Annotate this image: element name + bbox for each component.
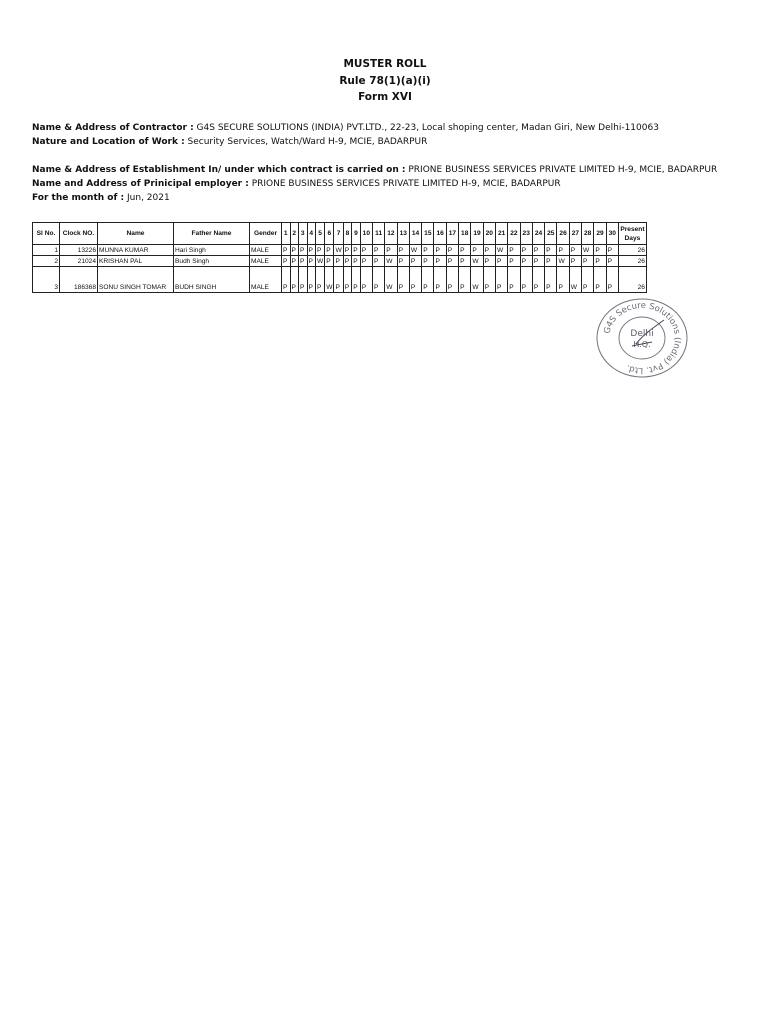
cell-attendance-day-8: P (343, 256, 352, 267)
cell-attendance-day-16: P (434, 256, 446, 267)
cell-father-name: Budh Singh (174, 256, 250, 267)
header-sl-no: Sl No. (33, 223, 60, 245)
header-father-name: Father Name (174, 223, 250, 245)
work-value: Security Services, Watch/Ward H-9, MCIE, BADARPUR (184, 137, 428, 147)
table-header-row (33, 223, 647, 245)
cell-sl-no: 1 (33, 245, 60, 256)
header-day-19: 19 (471, 223, 483, 245)
header-day-13: 13 (397, 223, 409, 245)
cell-father-name: BUDH SINGH (174, 267, 250, 293)
header-present-days (618, 223, 646, 245)
cell-attendance-day-12: P (385, 245, 397, 256)
header-day-25: 25 (545, 223, 557, 245)
title-block (0, 56, 770, 106)
cell-attendance-day-26: P (557, 245, 569, 256)
cell-attendance-day-28: P (582, 256, 594, 267)
cell-attendance-day-25: P (545, 267, 557, 293)
cell-attendance-day-3: P (299, 245, 308, 256)
header-day-16: 16 (434, 223, 446, 245)
cell-attendance-day-25: P (545, 256, 557, 267)
cell-attendance-day-22: P (508, 256, 520, 267)
cell-attendance-day-29: P (594, 245, 606, 256)
seal-center-text-1: Delhi (630, 329, 654, 339)
cell-attendance-day-11: P (373, 245, 385, 256)
table-row (33, 256, 647, 267)
cell-attendance-day-20: P (483, 267, 495, 293)
cell-attendance-day-1: P (282, 245, 291, 256)
header-day-7: 7 (334, 223, 343, 245)
cell-attendance-day-10: P (360, 256, 372, 267)
cell-name: MUNNA KUMAR (98, 245, 174, 256)
cell-present-days: 26 (618, 267, 646, 293)
cell-attendance-day-10: P (360, 245, 372, 256)
header-day-1: 1 (282, 223, 291, 245)
cell-attendance-day-7: W (335, 246, 342, 254)
cell-attendance-day-12: W (385, 256, 397, 267)
cell-attendance-day-25: P (545, 245, 557, 256)
cell-attendance-day-30: P (606, 245, 618, 256)
header-day-5: 5 (316, 223, 325, 245)
employer-value: PRIONE BUSINESS SERVICES PRIVATE LIMITED H-9, MCIE, BADARPUR (248, 179, 561, 189)
cell-attendance-day-23: P (520, 256, 532, 267)
header-name: Name (98, 223, 174, 245)
header-day-14: 14 (409, 223, 421, 245)
header-day-3: 3 (299, 223, 308, 245)
company-seal (592, 296, 692, 380)
cell-gender: MALE (250, 245, 282, 256)
cell-attendance-day-16: P (434, 267, 446, 293)
month-label: For the month of : (32, 193, 125, 203)
cell-gender: MALE (250, 256, 282, 267)
cell-attendance-day-10: P (360, 267, 372, 293)
cell-attendance-day-13: P (397, 256, 409, 267)
cell-attendance-day-2: P (290, 245, 299, 256)
cell-attendance-day-27: W (569, 267, 581, 293)
header-day-27: 27 (569, 223, 581, 245)
header-clock-no: Clock NO. (60, 223, 98, 245)
cell-attendance-day-22: P (508, 267, 520, 293)
cell-attendance-day-24: P (532, 245, 544, 256)
cell-attendance-day-19: P (471, 245, 483, 256)
cell-attendance-day-21: W (495, 245, 507, 256)
cell-attendance-day-20: P (483, 256, 495, 267)
header-day-18: 18 (459, 223, 471, 245)
employer-label: Name and Address of Prinicipal employer : (32, 179, 249, 189)
header-day-30: 30 (606, 223, 618, 245)
cell-attendance-day-3: P (299, 256, 308, 267)
cell-father-name: Hari Singh (174, 245, 250, 256)
cell-attendance-day-29: P (594, 267, 606, 293)
header-day-2: 2 (290, 223, 299, 245)
cell-attendance-day-12: W (385, 267, 397, 293)
header-day-23: 23 (520, 223, 532, 245)
cell-attendance-day-4: P (307, 245, 316, 256)
cell-attendance-day-13: P (397, 267, 409, 293)
cell-attendance-day-2: P (290, 267, 299, 293)
header-day-26: 26 (557, 223, 569, 245)
cell-attendance-day-19: W (471, 267, 483, 293)
month-line (32, 193, 170, 203)
principal-employer-line (32, 179, 561, 189)
cell-clock-no: 13226 (60, 245, 98, 256)
cell-clock-no: 186368 (60, 267, 98, 293)
header-day-11: 11 (373, 223, 385, 245)
month-value: Jun, 2021 (124, 193, 170, 203)
cell-attendance-day-8: P (343, 245, 352, 256)
work-label: Nature and Location of Work : (32, 137, 185, 147)
cell-attendance-day-15: P (422, 245, 434, 256)
cell-attendance-day-17: P (446, 245, 458, 256)
cell-present-days: 26 (618, 256, 646, 267)
form-number: Form XVI (358, 91, 412, 103)
cell-attendance-day-9: P (352, 256, 361, 267)
contractor-label: Name & Address of Contractor : (32, 123, 194, 133)
cell-attendance-day-26: W (557, 256, 569, 267)
cell-attendance-day-28: P (582, 267, 594, 293)
cell-attendance-day-1: P (282, 256, 291, 267)
work-location-line (32, 137, 427, 147)
cell-attendance-day-9: P (352, 245, 361, 256)
cell-attendance-day-14: P (409, 267, 421, 293)
cell-attendance-day-19: W (471, 256, 483, 267)
cell-attendance-day-5: P (316, 245, 325, 256)
cell-attendance-day-18: P (459, 267, 471, 293)
header-day-9: 9 (352, 223, 361, 245)
seal-ring-text: G4S Secure Solutions (India) Pvt. Ltd. (602, 300, 683, 376)
header-day-6: 6 (325, 223, 334, 245)
cell-attendance-day-22: P (508, 245, 520, 256)
header-day-12: 12 (385, 223, 397, 245)
seal-center-text-2: H.Q. (633, 340, 651, 349)
header-day-15: 15 (422, 223, 434, 245)
table-row (33, 245, 647, 256)
header-day-22: 22 (508, 223, 520, 245)
cell-attendance-day-21: P (495, 267, 507, 293)
establishment-line (32, 165, 717, 175)
header-day-28: 28 (582, 223, 594, 245)
header-day-20: 20 (483, 223, 495, 245)
cell-attendance-day-14: W (409, 245, 421, 256)
header-day-4: 4 (307, 223, 316, 245)
cell-attendance-day-14: P (409, 256, 421, 267)
cell-attendance-day-18: P (459, 245, 471, 256)
header-present-line2: Days (624, 234, 641, 242)
header-gender: Gender (250, 223, 282, 245)
cell-attendance-day-28: W (582, 245, 594, 256)
cell-attendance-day-30: P (606, 267, 618, 293)
cell-attendance-day-30: P (606, 256, 618, 267)
cell-attendance-day-6: P (325, 245, 334, 256)
header-day-17: 17 (446, 223, 458, 245)
header-day-29: 29 (594, 223, 606, 245)
cell-attendance-day-16: P (434, 245, 446, 256)
cell-sl-no: 3 (33, 267, 60, 293)
cell-attendance-day-27: P (569, 256, 581, 267)
cell-attendance-day-17: P (446, 256, 458, 267)
cell-attendance-day-5: W (317, 257, 324, 265)
cell-attendance-day-24: P (532, 256, 544, 267)
establishment-label: Name & Address of Establishment In/ under which contract is carried on : (32, 165, 406, 175)
cell-attendance-day-7: P (334, 267, 343, 293)
contractor-value: G4S SECURE SOLUTIONS (INDIA) PVT.LTD., 22-23, Local shoping center, Madan Giri, New Delhi-110063 (193, 123, 659, 133)
cell-attendance-day-13: P (397, 245, 409, 256)
cell-gender: MALE (250, 267, 282, 293)
cell-attendance-day-17: P (446, 267, 458, 293)
cell-attendance-day-11: P (373, 256, 385, 267)
cell-name: KRISHAN PAL (98, 256, 174, 267)
cell-sl-no: 2 (33, 256, 60, 267)
cell-attendance-day-2: P (290, 256, 299, 267)
cell-attendance-day-4: P (307, 267, 316, 293)
cell-attendance-day-3: P (299, 267, 308, 293)
cell-clock-no: 21024 (60, 256, 98, 267)
cell-attendance-day-23: P (520, 245, 532, 256)
cell-attendance-day-20: P (483, 245, 495, 256)
cell-attendance-day-4: P (307, 256, 316, 267)
cell-attendance-day-6: W (325, 267, 334, 293)
cell-attendance-day-15: P (422, 256, 434, 267)
table-row (33, 267, 647, 293)
cell-attendance-day-18: P (459, 256, 471, 267)
cell-attendance-day-21: P (495, 256, 507, 267)
header-day-10: 10 (360, 223, 372, 245)
cell-attendance-day-15: P (422, 267, 434, 293)
attendance-table (32, 222, 647, 293)
cell-present-days: 26 (618, 245, 646, 256)
header-day-24: 24 (532, 223, 544, 245)
contractor-line (32, 123, 659, 133)
cell-attendance-day-27: P (569, 245, 581, 256)
cell-attendance-day-11: P (373, 267, 385, 293)
rule-reference: Rule 78(1)(a)(i) (339, 74, 431, 87)
cell-attendance-day-29: P (594, 256, 606, 267)
establishment-value: PRIONE BUSINESS SERVICES PRIVATE LIMITED H-9, MCIE, BADARPUR (405, 165, 718, 175)
cell-attendance-day-23: P (520, 267, 532, 293)
cell-attendance-day-5: P (316, 267, 325, 293)
cell-attendance-day-6: P (325, 256, 334, 267)
cell-name: SONU SINGH TOMAR (98, 267, 174, 293)
cell-attendance-day-1: P (282, 267, 291, 293)
cell-attendance-day-24: P (532, 267, 544, 293)
cell-attendance-day-7: P (334, 256, 343, 267)
header-present-line1: Present (620, 225, 645, 233)
cell-attendance-day-9: P (352, 267, 361, 293)
header-day-21: 21 (495, 223, 507, 245)
cell-attendance-day-8: P (343, 267, 352, 293)
document-title: MUSTER ROLL (343, 58, 427, 70)
header-day-8: 8 (343, 223, 352, 245)
cell-attendance-day-26: P (557, 267, 569, 293)
